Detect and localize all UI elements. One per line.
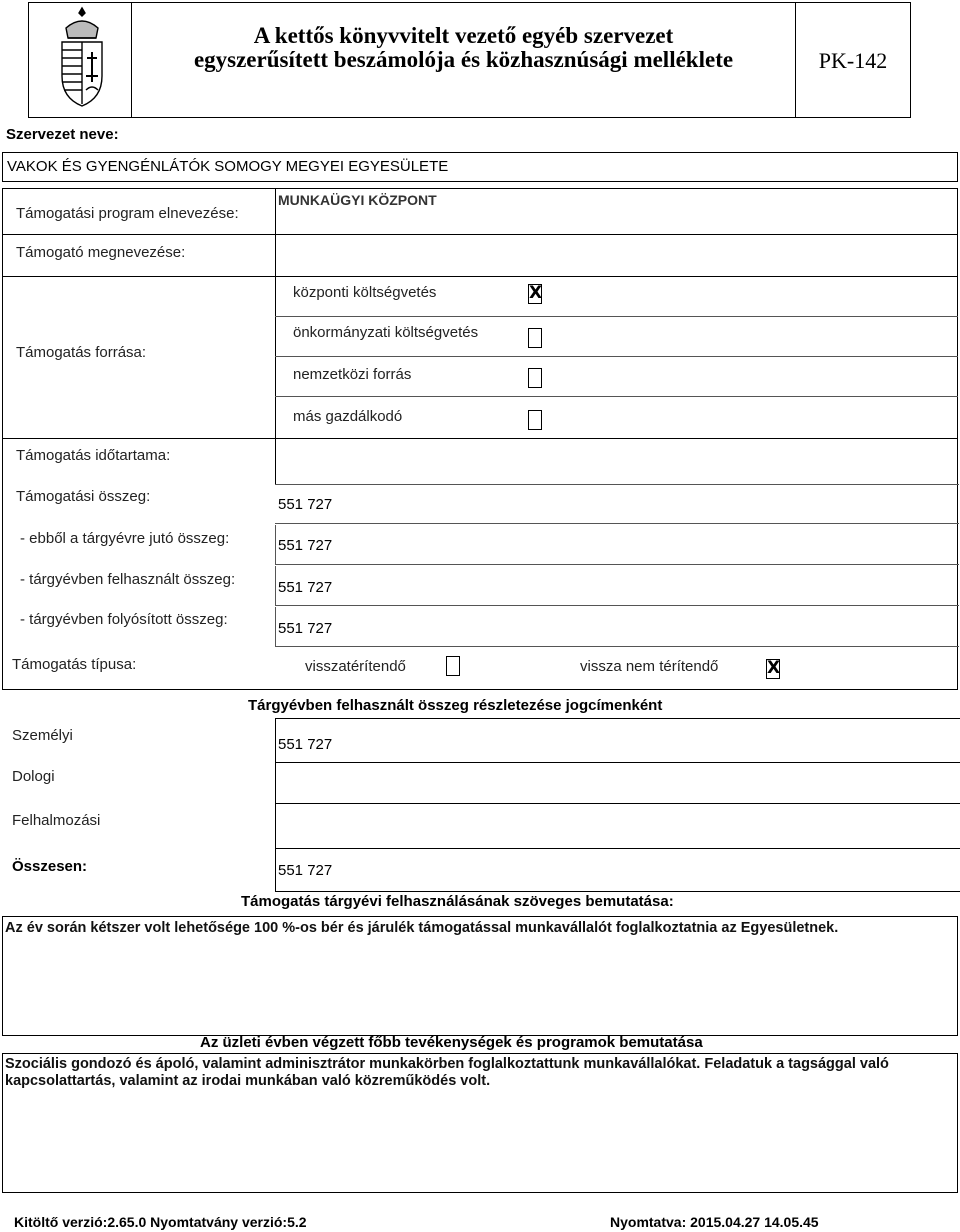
form-title (131, 24, 796, 72)
source-other-label: más gazdálkodó (293, 408, 403, 425)
source-other-checkbox[interactable] (528, 410, 542, 430)
breakdown-heading: Tárgyévben felhasznált összeg részletezése jogcímenként (248, 697, 663, 714)
type-label: Támogatás típusa: (12, 656, 137, 673)
usage-text-body: Az év során kétszer volt lehetősége 100 %-os bér és járulék támogatással munkavállalót foglalkoztatnia az Egyesületnek. (5, 920, 839, 936)
disbursed-value: 551 727 (278, 620, 333, 637)
breakdown-value-column (275, 718, 960, 892)
breakdown-row-divider (275, 762, 960, 763)
source-municipal-label: önkormányzati költségvetés (293, 324, 479, 341)
type-nonrefundable-label: vissza nem térítendő (580, 658, 719, 675)
footer-versions: Kitöltő verzió:2.65.0 Nyomtatvány verzió:5.2 (14, 1214, 307, 1230)
used-field (275, 566, 959, 606)
row-divider (2, 234, 958, 235)
form-code: PK-142 (818, 48, 888, 73)
usage-heading: Támogatás tárgyévi felhasználásának szöveges bemutatása: (241, 893, 674, 910)
footer-printed: Nyomtatva: 2015.04.27 14.05.45 (610, 1214, 819, 1230)
capital-label: Felhalmozási (12, 812, 101, 829)
year-amount-value: 551 727 (278, 537, 333, 554)
source-international-checkbox[interactable] (528, 368, 542, 388)
disbursed-field (275, 607, 959, 647)
material-label: Dologi (12, 768, 55, 785)
source-international-label: nemzetközi forrás (293, 366, 412, 383)
amount-label: Támogatási összeg: (16, 488, 151, 505)
row-divider (2, 438, 958, 439)
source-central-checkbox[interactable]: X (529, 283, 543, 303)
source-central-label: központi költségvetés (293, 284, 437, 301)
program-label: Támogatási program elnevezése: (16, 205, 239, 222)
program-value: MUNKAÜGYI KÖZPONT (278, 192, 437, 208)
type-refundable-label: visszatérítendő (305, 658, 406, 675)
source-label: Támogatás forrása: (16, 344, 147, 361)
duration-label: Támogatás időtartama: (16, 447, 171, 464)
amount-field (275, 484, 959, 524)
personal-value: 551 727 (278, 736, 333, 753)
row-divider (2, 276, 958, 277)
breakdown-row-divider (275, 848, 960, 849)
activities-heading: Az üzleti évben végzett főbb tevékenységek és programok bemutatása (200, 1034, 703, 1051)
activities-text-body: Szociális gondozó és ápoló, valamint adminisztrátor munkakörben foglalkoztattunk munkavállalókat. Feladatuk a tagsággal való kapcsolattartás, valamint az irodai munkában való közreműködés volt. (5, 1056, 889, 1089)
form-title-line1: A kettős könyvvitelt vezető egyéb szervezet (253, 23, 674, 48)
supporter-label: Támogató megnevezése: (16, 244, 186, 261)
type-refundable-checkbox[interactable] (446, 656, 460, 676)
amount-value: 551 727 (278, 496, 333, 513)
organization-name: VAKOK ÉS GYENGÉNLÁTÓK SOMOGY MEGYEI EGYESÜLETE (7, 158, 449, 175)
breakdown-row-divider (275, 803, 960, 804)
personal-label: Személyi (12, 727, 73, 744)
year-amount-label: - ebből a tárgyévre jutó összeg: (20, 530, 230, 547)
used-value: 551 727 (278, 579, 333, 596)
total-label: Összesen: (12, 858, 88, 875)
organization-label: Szervezet neve: (6, 126, 119, 143)
coat-of-arms-logo (52, 6, 112, 110)
source-municipal-checkbox[interactable] (528, 328, 542, 348)
support-col-divider (275, 188, 276, 484)
disbursed-label: - tárgyévben folyósított összeg: (20, 611, 228, 628)
row-divider (275, 356, 958, 357)
year-amount-field (275, 525, 959, 565)
used-label: - tárgyévben felhasznált összeg: (20, 571, 236, 588)
type-nonrefundable-checkbox[interactable]: X (767, 658, 781, 678)
row-divider (275, 396, 958, 397)
row-divider (275, 316, 958, 317)
form-title-line2: egyszerűsített beszámolója és közhasznúsági melléklete (193, 47, 734, 72)
total-value: 551 727 (278, 862, 333, 879)
